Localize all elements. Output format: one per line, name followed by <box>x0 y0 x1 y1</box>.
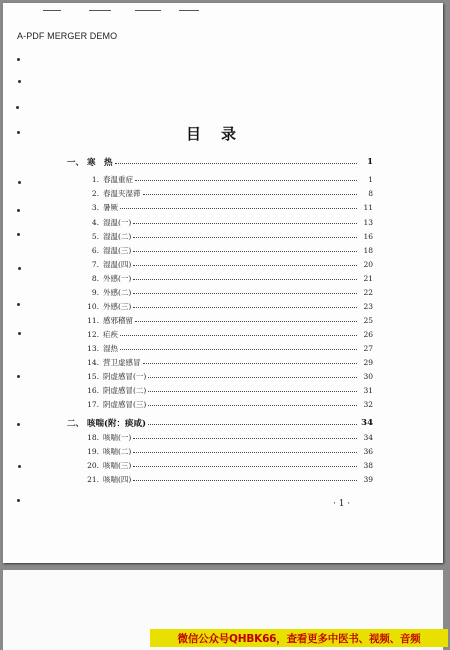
toc-number: 14. <box>87 357 99 367</box>
toc-item-row <box>85 398 373 410</box>
binding-hole <box>17 131 20 134</box>
toc-number: 2. <box>91 188 99 198</box>
leader-dots <box>133 232 357 238</box>
toc-number: 二、 <box>67 419 85 429</box>
toc-number: 21. <box>87 474 99 484</box>
leader-dots <box>133 288 357 294</box>
toc-number: 17. <box>87 399 99 409</box>
toc-item-row <box>85 328 373 340</box>
toc-number: 18. <box>87 432 99 442</box>
toc-number: 5. <box>91 231 99 241</box>
toc-title-text: 外感(二) <box>103 287 132 297</box>
toc-item-row <box>85 286 373 298</box>
toc-number: 12. <box>87 329 99 339</box>
toc-title-text: 阴虚感冒(三) <box>103 399 147 409</box>
toc-page: 8 <box>368 188 373 198</box>
toc-number: 4. <box>91 217 99 227</box>
toc-page: 30 <box>363 371 373 381</box>
leader-dots <box>135 316 357 322</box>
promo-banner: 微信公众号QHBK66，查看更多中医书、视频、音频 <box>150 629 448 647</box>
toc-title-text: 咳喘(一) <box>103 432 132 442</box>
leader-dots <box>133 447 357 453</box>
binding-hole <box>18 181 21 184</box>
toc-title-text: 春温夹湿滞 <box>103 188 141 198</box>
leader-dots <box>148 419 357 425</box>
toc-section-row <box>67 156 373 168</box>
toc-item-row <box>85 258 373 270</box>
toc-title-text: 春温重症 <box>103 174 133 184</box>
document-page <box>3 3 443 563</box>
toc-item-row <box>85 384 373 396</box>
binding-hole <box>16 106 19 109</box>
toc-page: 21 <box>363 273 373 283</box>
binding-hole <box>17 423 20 426</box>
toc-item-row <box>85 342 373 354</box>
leader-dots <box>133 433 357 439</box>
toc-number: 20. <box>87 460 99 470</box>
toc-section-row <box>67 417 373 429</box>
toc-page: 1 <box>367 157 373 167</box>
leader-dots <box>133 218 357 224</box>
toc-number: 8. <box>91 273 99 283</box>
binding-hole <box>17 58 20 61</box>
toc-title-text: 咳喘(四) <box>103 474 132 484</box>
leader-dots <box>133 475 357 481</box>
toc-number: 一、 <box>67 158 85 168</box>
toc-number: 16. <box>87 385 99 395</box>
scan-mark <box>43 10 61 11</box>
toc-number: 3. <box>91 202 99 212</box>
binding-hole <box>18 465 21 468</box>
toc-title-text: 湿温(四) <box>103 259 132 269</box>
leader-dots <box>120 344 357 350</box>
toc-number: 19. <box>87 446 99 456</box>
toc-title-text: 咳喘(三) <box>103 460 132 470</box>
leader-dots <box>133 246 357 252</box>
toc-page: 34 <box>363 432 373 442</box>
toc-title-text: 咳喘(二) <box>103 446 132 456</box>
page-number: · 1 · <box>333 499 351 509</box>
toc-item-row <box>85 459 373 471</box>
toc-title-text: 营卫虚感冒 <box>103 357 141 367</box>
leader-dots <box>133 260 357 266</box>
toc-page: 23 <box>363 301 373 311</box>
toc-page: 38 <box>363 460 373 470</box>
toc-item-row <box>85 314 373 326</box>
binding-hole <box>17 499 20 502</box>
toc-page: 34 <box>361 418 373 428</box>
leader-dots <box>148 372 357 378</box>
toc-title-text: 湿温(二) <box>103 231 132 241</box>
toc-item-row <box>85 272 373 284</box>
toc-item-row <box>85 370 373 382</box>
toc-page: 26 <box>363 329 373 339</box>
toc-page: 22 <box>363 287 373 297</box>
toc-number: 10. <box>87 301 99 311</box>
toc-title-text: 暑厥 <box>103 202 118 212</box>
toc-item-row <box>85 356 373 368</box>
leader-dots <box>135 175 357 181</box>
toc-number: 7. <box>91 259 99 269</box>
leader-dots <box>120 330 357 336</box>
toc-page: 20 <box>363 259 373 269</box>
toc-page: 18 <box>363 245 373 255</box>
leader-dots <box>133 302 357 308</box>
toc-number: 6. <box>91 245 99 255</box>
leader-dots <box>148 400 357 406</box>
toc-title: 目录 <box>186 125 257 143</box>
binding-hole <box>18 267 21 270</box>
leader-dots <box>133 461 357 467</box>
toc-page: 11 <box>363 202 373 212</box>
toc-number: 9. <box>91 287 99 297</box>
toc-title-text: 湿热 <box>103 343 118 353</box>
toc-item-row <box>85 473 373 485</box>
binding-hole <box>17 233 20 236</box>
toc-page: 1 <box>368 174 373 184</box>
toc-number: 15. <box>87 371 99 381</box>
toc-page: 36 <box>363 446 373 456</box>
scan-mark <box>179 10 199 11</box>
toc-title-text: 咳喘(附：痰咸) <box>87 419 147 429</box>
toc-title-text: 外感(三) <box>103 301 132 311</box>
toc-page: 29 <box>363 357 373 367</box>
binding-hole <box>17 303 20 306</box>
watermark-text: A-PDF MERGER DEMO <box>17 31 118 41</box>
toc-page: 16 <box>363 231 373 241</box>
toc-title-text: 外感(一) <box>103 273 132 283</box>
toc-page: 32 <box>363 399 373 409</box>
toc-item-row <box>85 216 373 228</box>
toc-page: 13 <box>363 217 373 227</box>
toc-page: 31 <box>363 385 373 395</box>
toc-number: 1. <box>91 174 99 184</box>
toc-title-text: 寒 热 <box>87 158 113 168</box>
leader-dots <box>143 358 358 364</box>
leader-dots <box>115 158 357 164</box>
toc-title-text: 疟疾 <box>103 329 118 339</box>
binding-hole <box>17 209 20 212</box>
binding-hole <box>18 332 21 335</box>
leader-dots <box>148 386 357 392</box>
toc-title-text: 湿温(三) <box>103 245 132 255</box>
leader-dots <box>143 189 358 195</box>
toc-item-row <box>85 230 373 242</box>
toc-item-row <box>85 187 373 199</box>
leader-dots <box>120 203 357 209</box>
toc-title-text: 感邪稽留 <box>103 315 133 325</box>
toc-title-text: 阴虚感冒(一) <box>103 371 147 381</box>
toc-page: 39 <box>363 474 373 484</box>
toc-page: 27 <box>363 343 373 353</box>
toc-page: 25 <box>363 315 373 325</box>
binding-hole <box>18 80 21 83</box>
scan-mark <box>135 10 161 11</box>
toc-item-row <box>85 300 373 312</box>
leader-dots <box>133 274 357 280</box>
binding-hole <box>17 375 20 378</box>
toc-item-row <box>85 201 373 213</box>
toc-item-row <box>85 173 373 185</box>
toc-title-text: 阴虚感冒(二) <box>103 385 147 395</box>
toc-item-row <box>85 445 373 457</box>
toc-title-text: 湿温(一) <box>103 217 132 227</box>
toc-item-row <box>85 431 373 443</box>
toc-item-row <box>85 244 373 256</box>
toc-number: 13. <box>87 343 99 353</box>
toc-number: 11. <box>87 315 99 325</box>
scan-mark <box>89 10 111 11</box>
